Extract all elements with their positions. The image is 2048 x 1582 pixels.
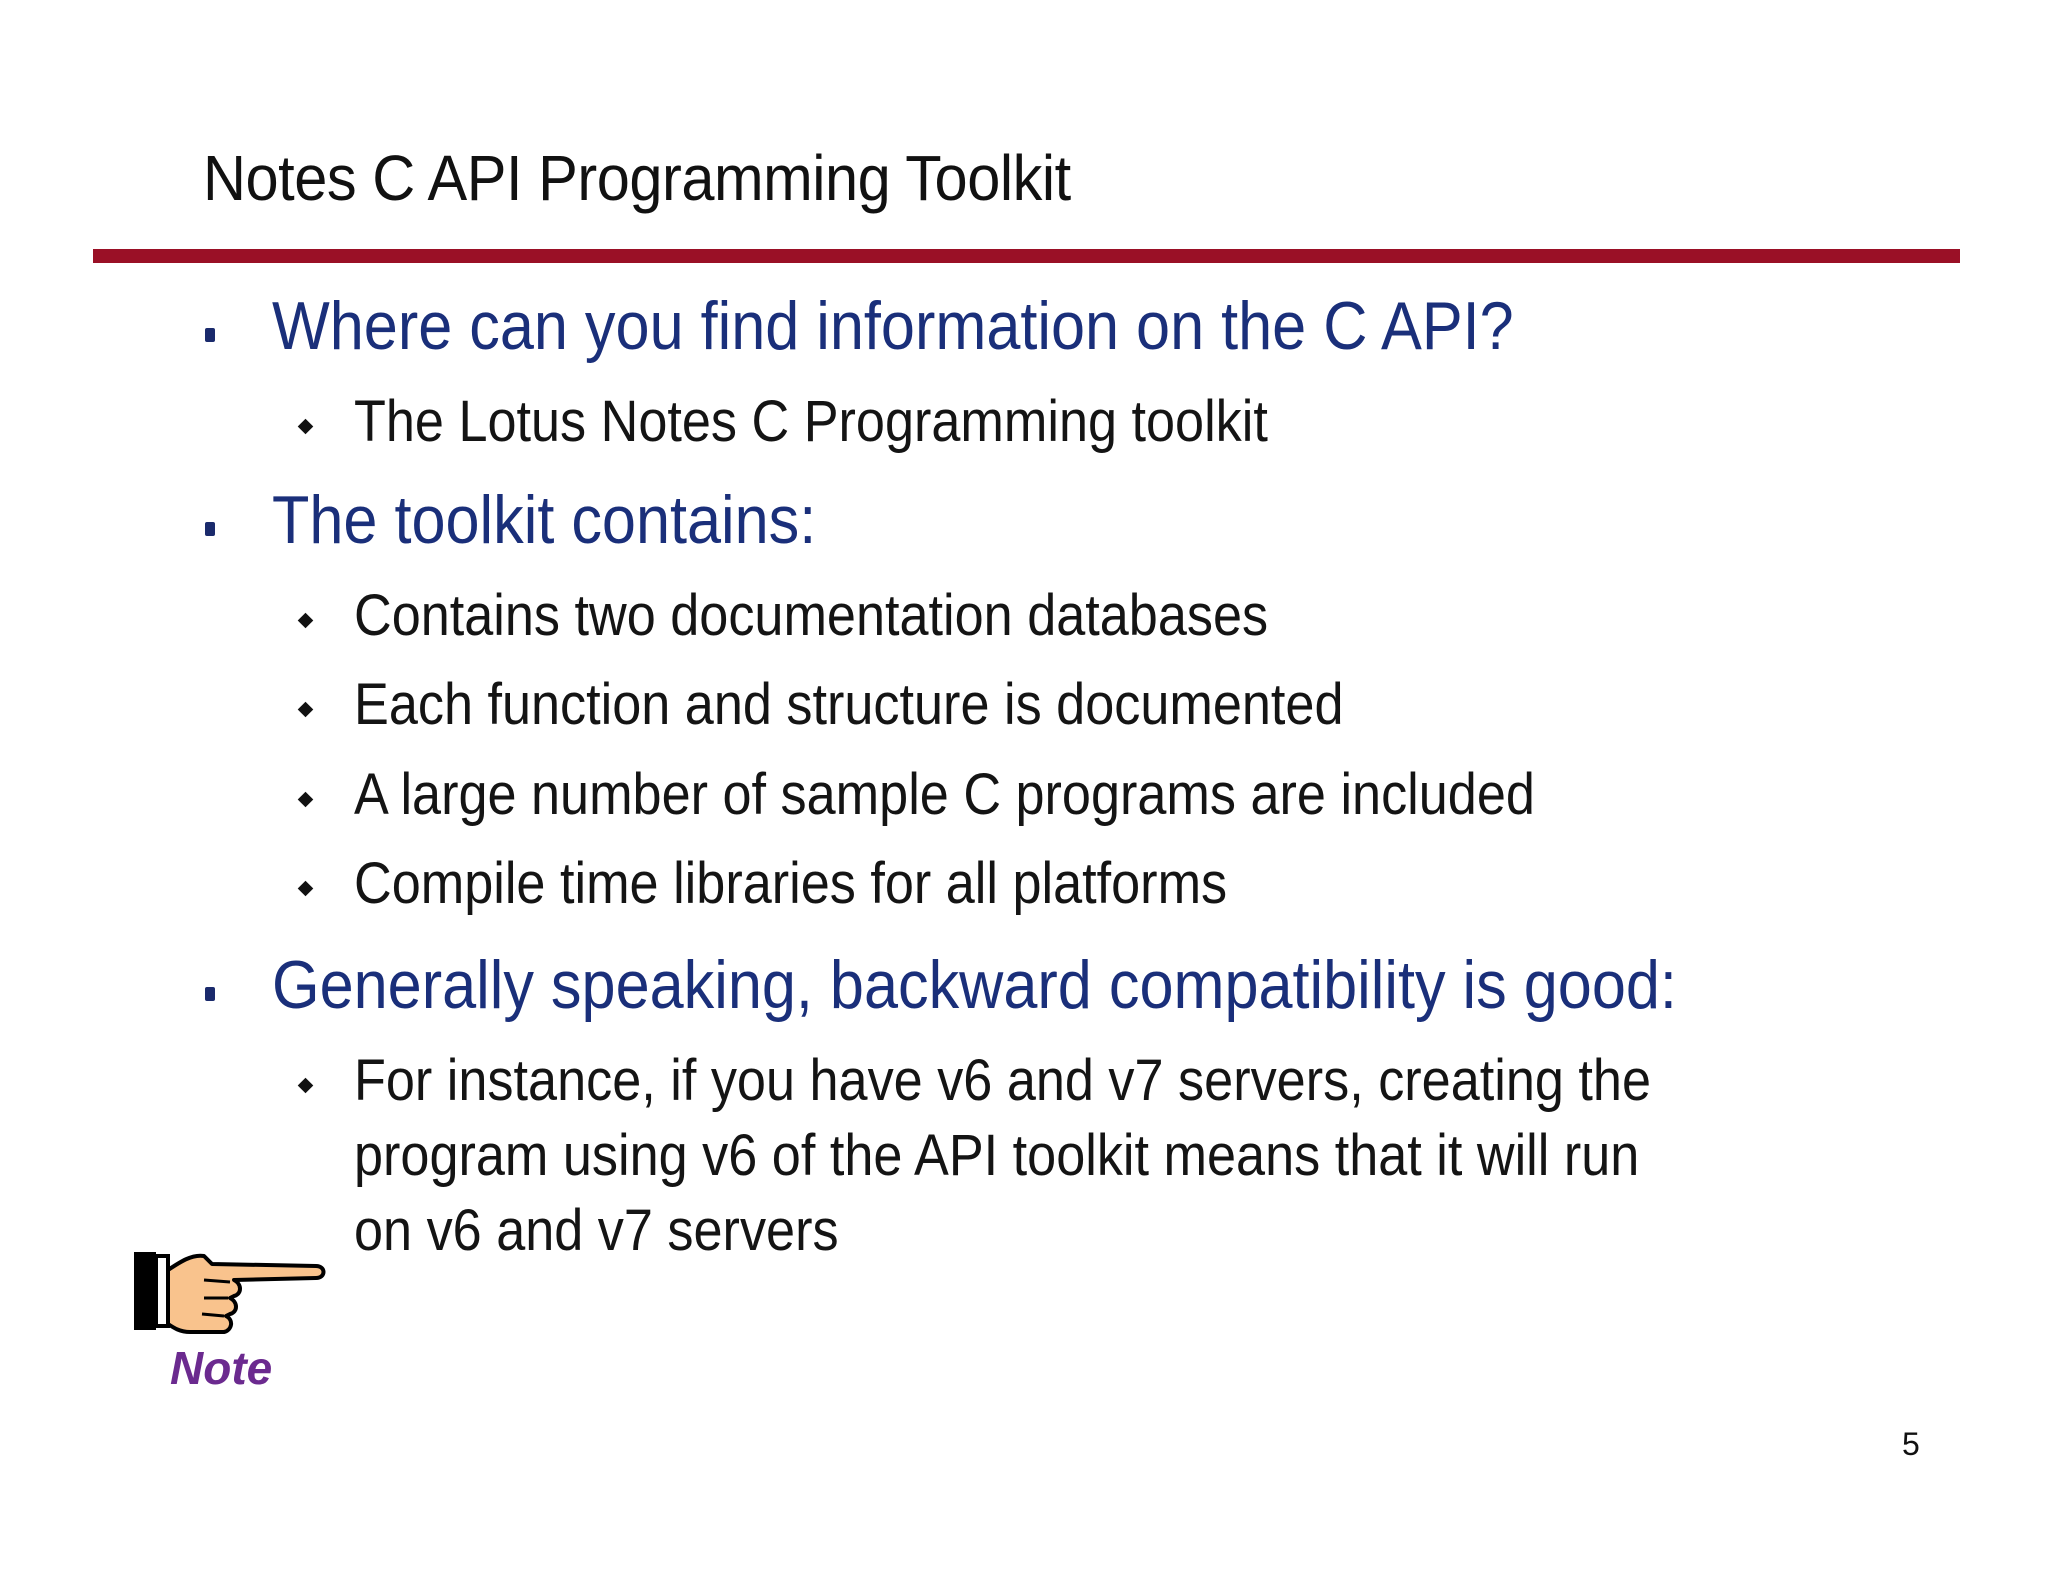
list-item: A large number of sample C programs are included	[354, 762, 1535, 827]
pointing-hand-icon	[130, 1240, 330, 1350]
page-number: 5	[1902, 1426, 1920, 1462]
list-item: Each function and structure is documented	[354, 672, 1344, 737]
section-heading: The toolkit contains:	[272, 482, 817, 558]
list-item: The Lotus Notes C Programming toolkit	[354, 389, 1268, 454]
list-item-continuation: program using v6 of the API toolkit means that it will run	[354, 1123, 1640, 1188]
item-bullet	[298, 1078, 314, 1094]
section-bullet	[205, 328, 215, 342]
list-item: Contains two documentation databases	[354, 583, 1269, 648]
item-bullet	[298, 419, 314, 435]
title-divider	[93, 249, 1960, 263]
item-bullet	[298, 702, 314, 718]
item-bullet	[298, 613, 314, 629]
item-bullet	[298, 881, 314, 897]
section-bullet	[205, 987, 215, 1001]
section-heading: Generally speaking, backward compatibility is good:	[272, 947, 1677, 1023]
section-bullet	[205, 522, 215, 536]
list-item-continuation: on v6 and v7 servers	[354, 1198, 839, 1263]
section-heading: Where can you find information on the C API?	[272, 288, 1514, 364]
list-item: Compile time libraries for all platforms	[354, 851, 1228, 916]
item-bullet	[298, 792, 314, 808]
note-label: Note	[170, 1342, 273, 1394]
list-item: For instance, if you have v6 and v7 servers, creating the	[354, 1048, 1651, 1113]
slide-title: Notes C API Programming Toolkit	[203, 142, 1071, 214]
